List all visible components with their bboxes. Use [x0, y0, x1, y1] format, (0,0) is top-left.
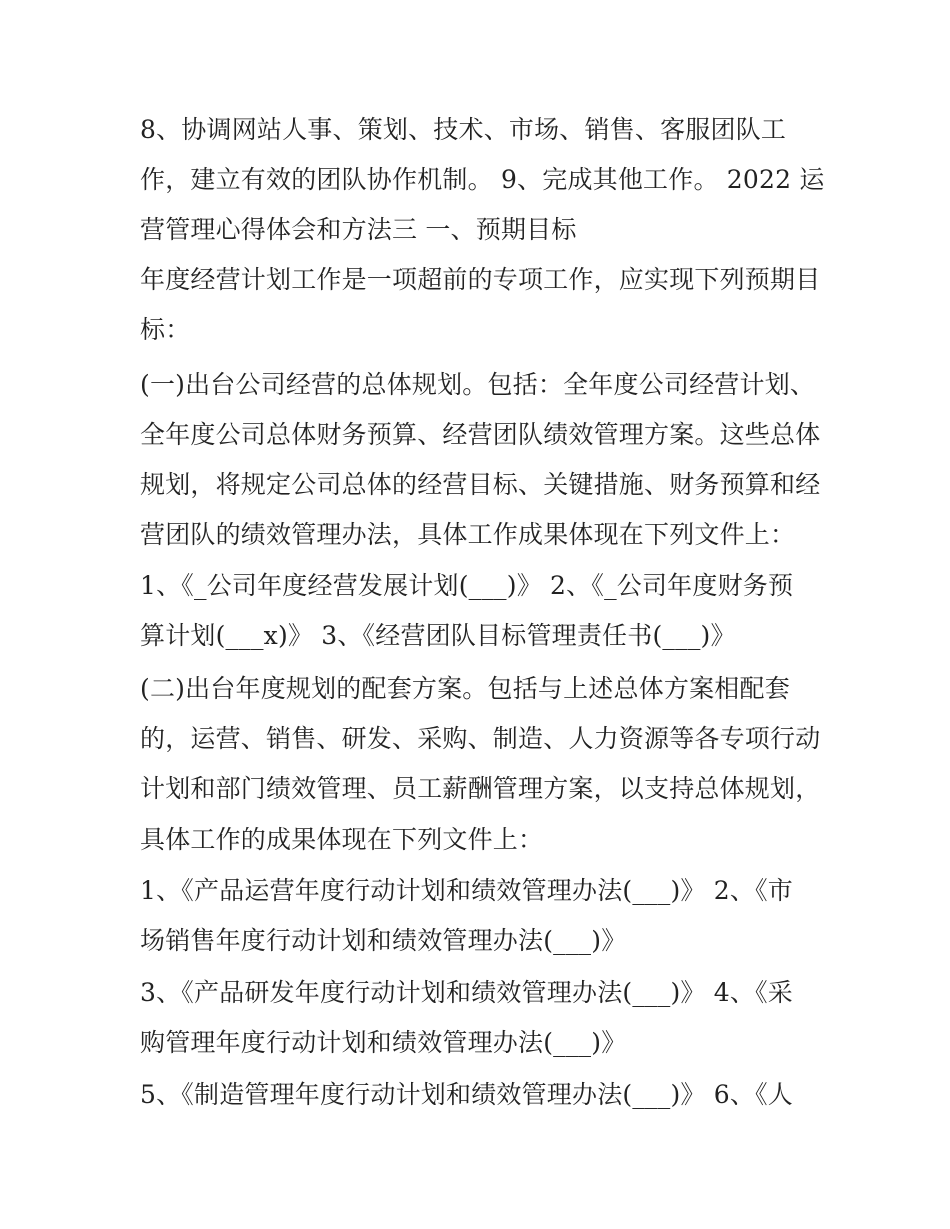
text-line: 购管理年度行动计划和绩效管理办法(___)》 — [140, 1028, 627, 1057]
text-line: 算计划(___x)》 3、《经营团队目标管理责任书(___)》 — [140, 621, 736, 650]
text-line: 场销售年度行动计划和绩效管理办法(___)》 — [140, 926, 627, 955]
text-line: (一)出台公司经营的总体规划。包括：全年度公司经营计划、 — [140, 370, 816, 399]
text-line: 3、《产品研发年度行动计划和绩效管理办法(___)》 4、《采 — [140, 978, 793, 1007]
text-line: 8、协调网站人事、策划、技术、市场、销售、客服团队工 — [140, 115, 787, 144]
text-line: 计划和部门绩效管理、员工薪酬管理方案，以支持总体规划， — [140, 774, 821, 803]
text-line: 规划，将规定公司总体的经营目标、关键措施、财务预算和经 — [140, 470, 821, 499]
text-line: 5、《制造管理年度行动计划和绩效管理办法(___)》 6、《人 — [140, 1080, 793, 1109]
text-line: 营管理心得体会和方法三 一、预期目标 — [140, 215, 577, 244]
text-line: 年度经营计划工作是一项超前的专项工作，应实现下列预期目 — [140, 265, 821, 294]
text-line: 的，运营、销售、研发、采购、制造、人力资源等各专项行动 — [140, 724, 821, 753]
text-line: 标： — [140, 315, 191, 344]
text-line: 营团队的绩效管理办法，具体工作成果体现在下列文件上： — [140, 520, 796, 549]
text-line: 1、《_公司年度经营发展计划(___)》 2、《_公司年度财务预 — [140, 571, 794, 600]
text-line: 全年度公司总体财务预算、经营团队绩效管理方案。这些总体 — [140, 420, 821, 449]
text-line: 作，建立有效的团队协作机制。 9、完成其他工作。 2022 运 — [140, 165, 825, 194]
text-line: (二)出台年度规划的配套方案。包括与上述总体方案相配套 — [140, 674, 790, 703]
text-line: 具体工作的成果体现在下列文件上： — [140, 825, 544, 854]
text-line: 1、《产品运营年度行动计划和绩效管理办法(___)》 2、《市 — [140, 876, 793, 905]
